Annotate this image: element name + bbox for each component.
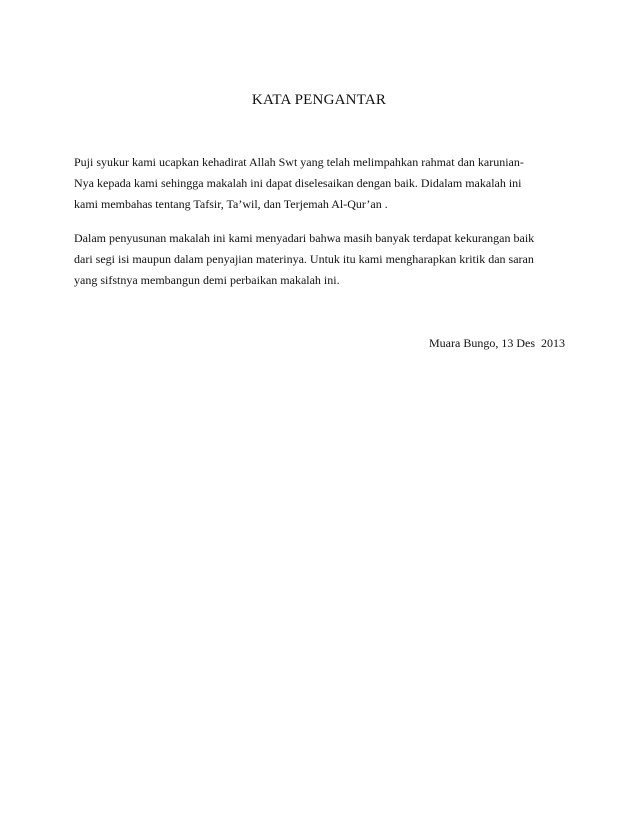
paragraph-1-line-1: Puji syukur kami ucapkan kehadirat Allah Swt yang telah melimpahkan rahmat dan karunian- [74,155,524,169]
paragraph-2 [74,228,574,291]
paragraph-1-line-2: Nya kepada kami sehingga makalah ini dapat diselesaikan dengan baik. Didalam makalah ini [74,176,522,190]
paragraph-2-line-1: Dalam penyusunan makalah ini kami menyadari bahwa masih banyak terdapat kekurangan baik [74,231,535,245]
page-title: KATA PENGANTAR [251,92,387,108]
place-date-signature: Muara Bungo, 13 Des 2013 [429,336,565,350]
paragraph-1-line-3: kami membahas tentang Tafsir, Ta’wil, dan Terjemah Al-Qur’an . [74,197,388,211]
paragraph-2-line-3: yang sifstnya membangun demi perbaikan makalah ini. [74,273,340,287]
paragraph-2-line-2: dari segi isi maupun dalam penyajian materinya. Untuk itu kami mengharapkan kritik dan saran [74,252,534,266]
paragraph-1 [74,152,574,215]
